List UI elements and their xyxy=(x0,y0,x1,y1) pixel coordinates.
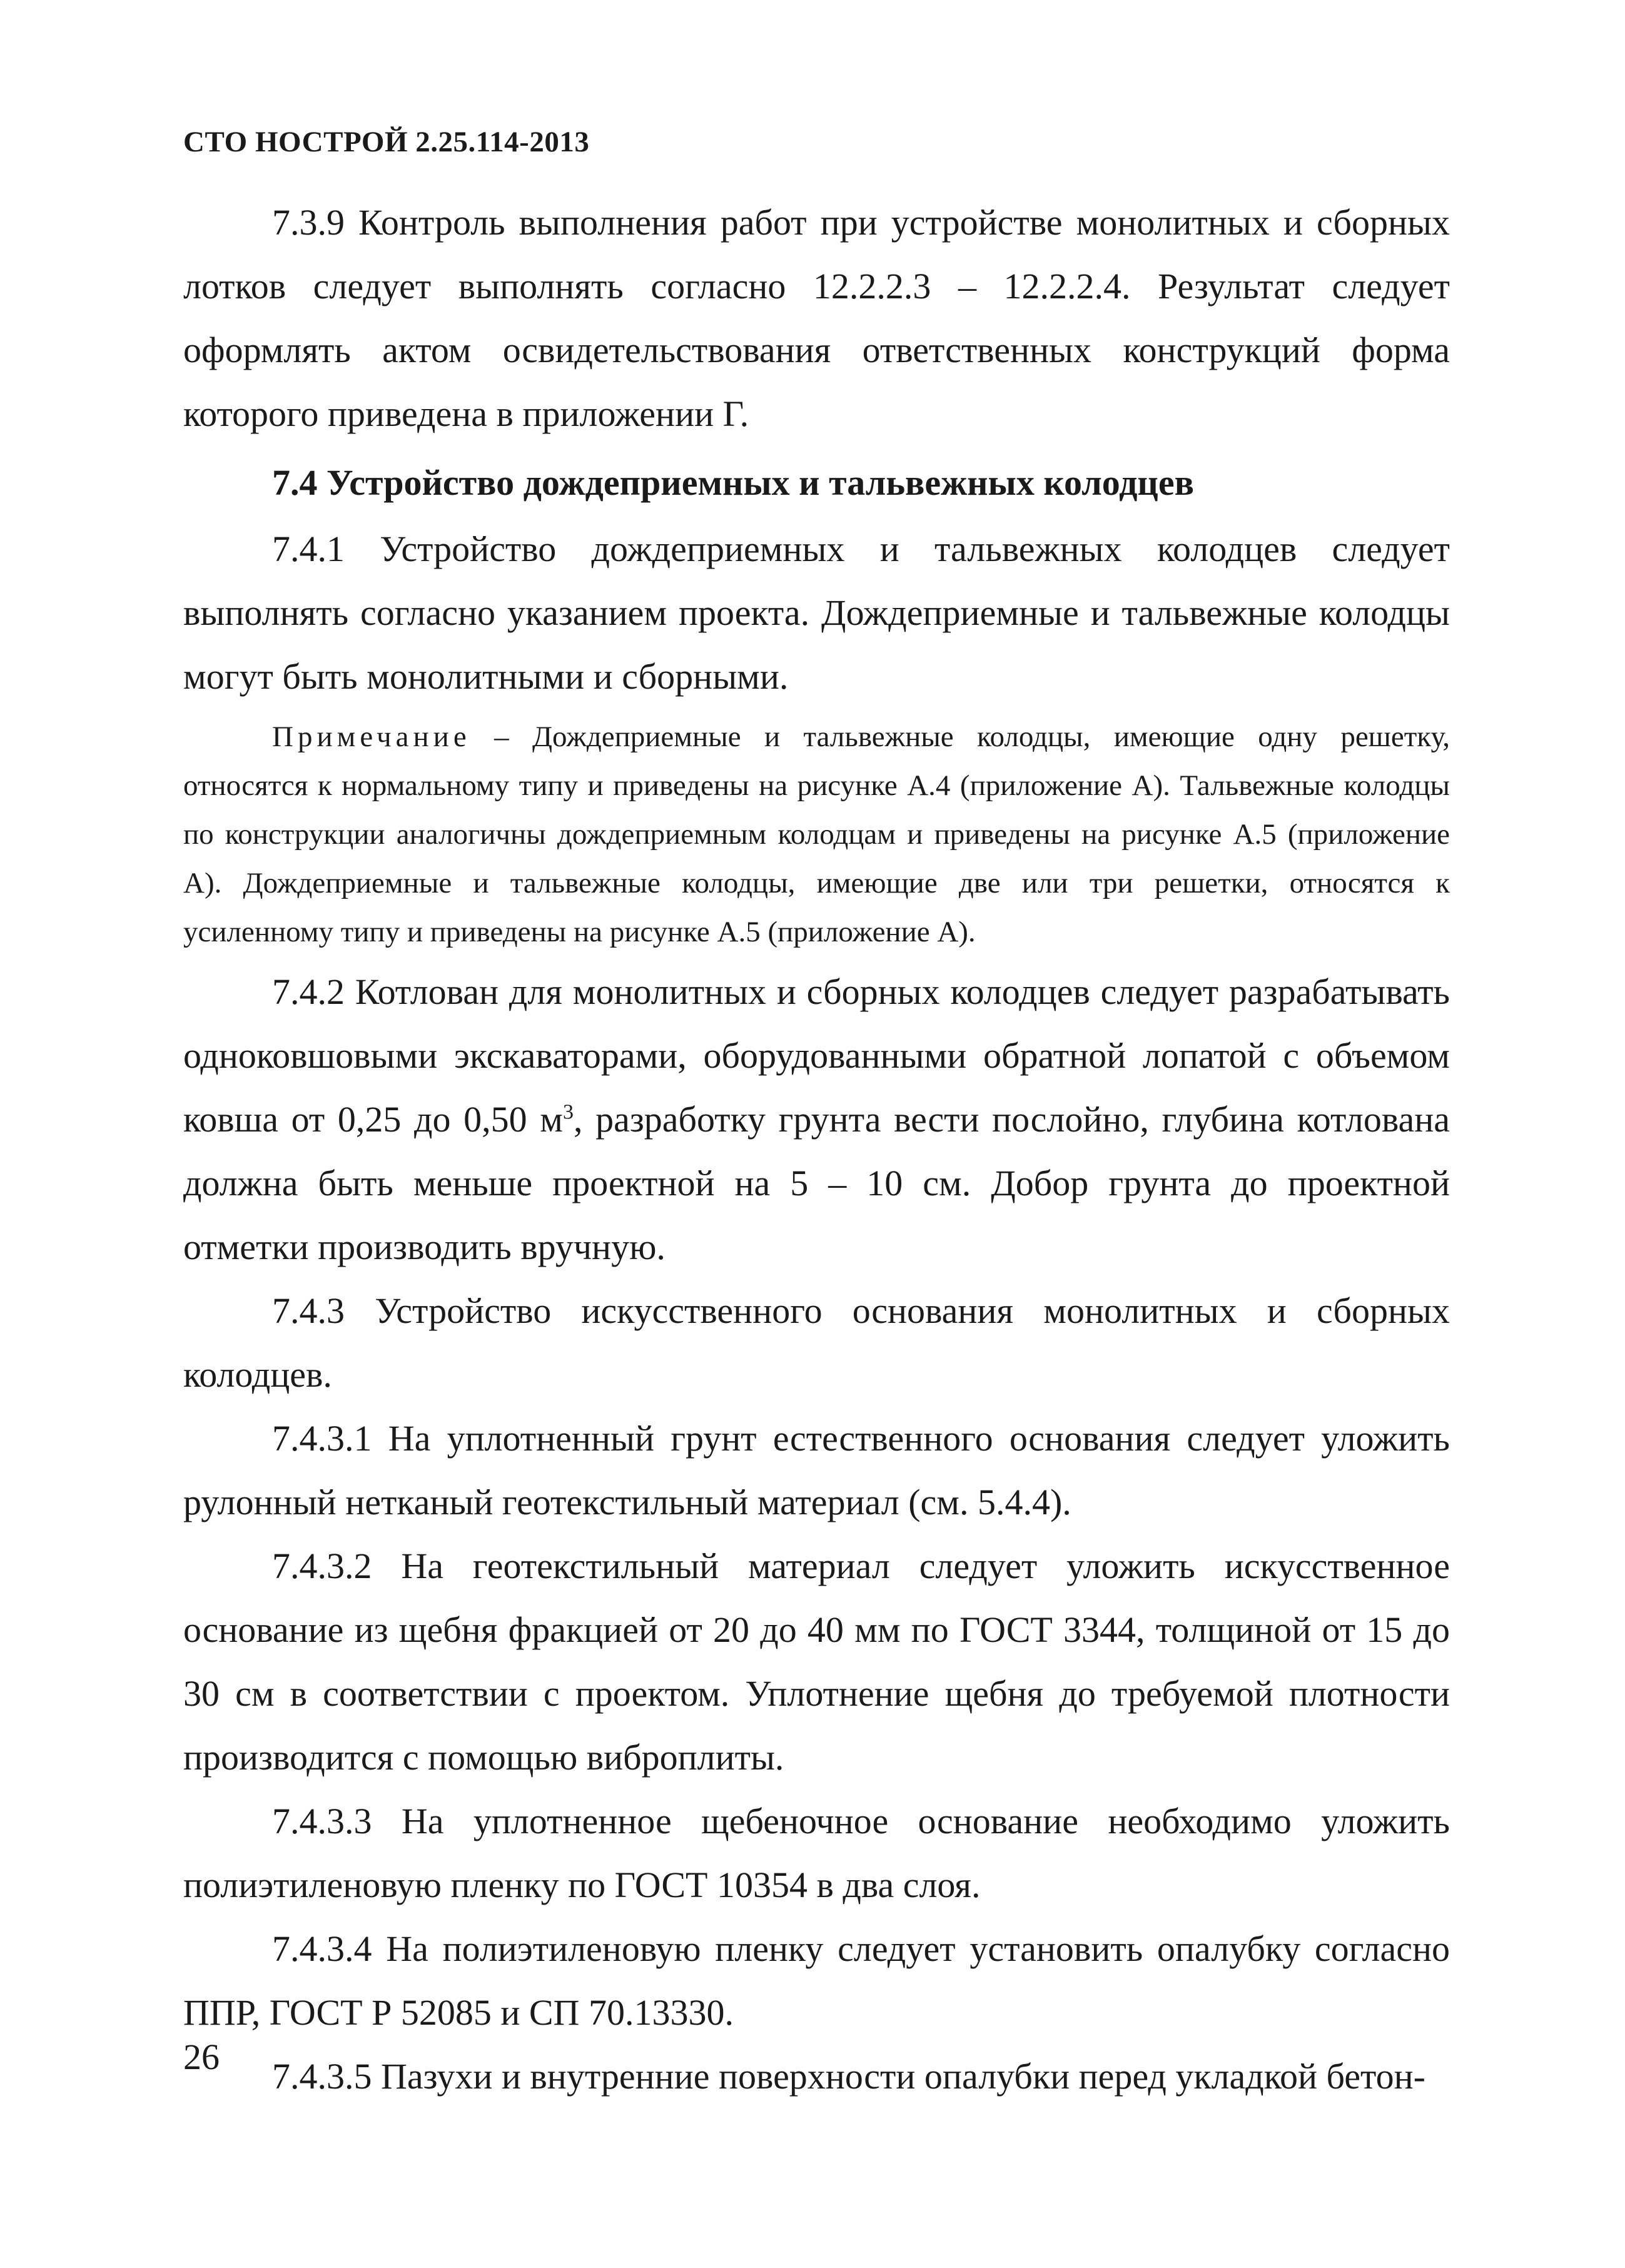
cubic-superscript: 3 xyxy=(563,1100,574,1124)
paragraph-7-4-3: 7.4.3 Устройство искусственного основания монолитных и сборных колодцев. xyxy=(183,1290,1450,1395)
paragraph-7-4-3-2: 7.4.3.2 На геотекстильный материал следует уложить искусственное основание из щебня фракцией от 20 до 40 мм по ГОСТ 3344, толщиной от 15 до 30 см в соответствии с проектом. Уплотнение щебня до требуемой плотности производится с помощью виброплиты. xyxy=(183,1546,1450,1778)
paragraph-7-4-3-3: 7.4.3.3 На уплотненное щебеночное основание необходимо уложить полиэтиленовую пленку по ГОСТ 10354 в два слоя. xyxy=(183,1801,1450,1905)
page-number: 26 xyxy=(183,2037,220,2077)
paragraph-7-4-2-part-1: 7.4.2 Котлован для монолитных и сборных колодцев следует разрабатывать одноковшовыми экскаваторами, оборудованными обратной лопатой с объемом ковша от 0,25 до 0,50 м xyxy=(183,971,1450,1140)
document-header-code: СТО НОСТРОЙ 2.25.114-2013 xyxy=(183,126,590,158)
note-label: Примечание xyxy=(272,721,471,753)
note-paragraph xyxy=(183,712,1450,956)
paragraph-7-4-2 xyxy=(183,960,1450,1279)
paragraph-7-4-1: 7.4.1 Устройство дождеприемных и тальвежных колодцев следует выполнять согласно указанием проекта. Дождеприемные и тальвежные колодцы могут быть монолитными и сборными. xyxy=(183,529,1450,697)
document-body xyxy=(183,191,1450,2109)
paragraph-7-4-2-part-2: , разработку грунта вести послойно, глубина котлована должна быть меньше проектной на 5 – 10 см. Добор грунта до проектной отметки производить вручную. xyxy=(183,1099,1450,1267)
paragraph-7-4-3-1: 7.4.3.1 На уплотненный грунт естественного основания следует уложить рулонный нетканый геотекстильный материал (см. 5.4.4). xyxy=(183,1418,1450,1522)
paragraph-7-3-9: 7.3.9 Контроль выполнения работ при устройстве монолитных и сборных лотков следует выполнять согласно 12.2.2.3 – 12.2.2.4. Результат следует оформлять актом освидетельствования ответственных конструкций форма которого приведена в приложении Г. xyxy=(183,202,1450,434)
paragraph-7-4-3-4: 7.4.3.4 На полиэтиленовую пленку следует установить опалубку согласно ППР, ГОСТ Р 52085 и СП 70.13330. xyxy=(183,1928,1450,2033)
paragraph-7-4-3-5: 7.4.3.5 Пазухи и внутренние поверхности опалубки перед укладкой бетон- xyxy=(272,2056,1425,2097)
section-heading-7-4: 7.4 Устройство дождеприемных и тальвежных колодцев xyxy=(272,462,1194,503)
note-text: – Дождеприемные и тальвежные колодцы, имеющие одну решетку, относятся к нормальному типу и приведены на рисунке А.4 (приложение А). Тальвежные колодцы по конструкции аналогичны дождеприемным колодцам и приведены на рисунке А.5 (приложение А). Дождеприемные и тальвежные колодцы, имеющие две или три решетки, относятся к усиленному типу и приведены на рисунке А.5 (приложение А). xyxy=(183,721,1450,948)
